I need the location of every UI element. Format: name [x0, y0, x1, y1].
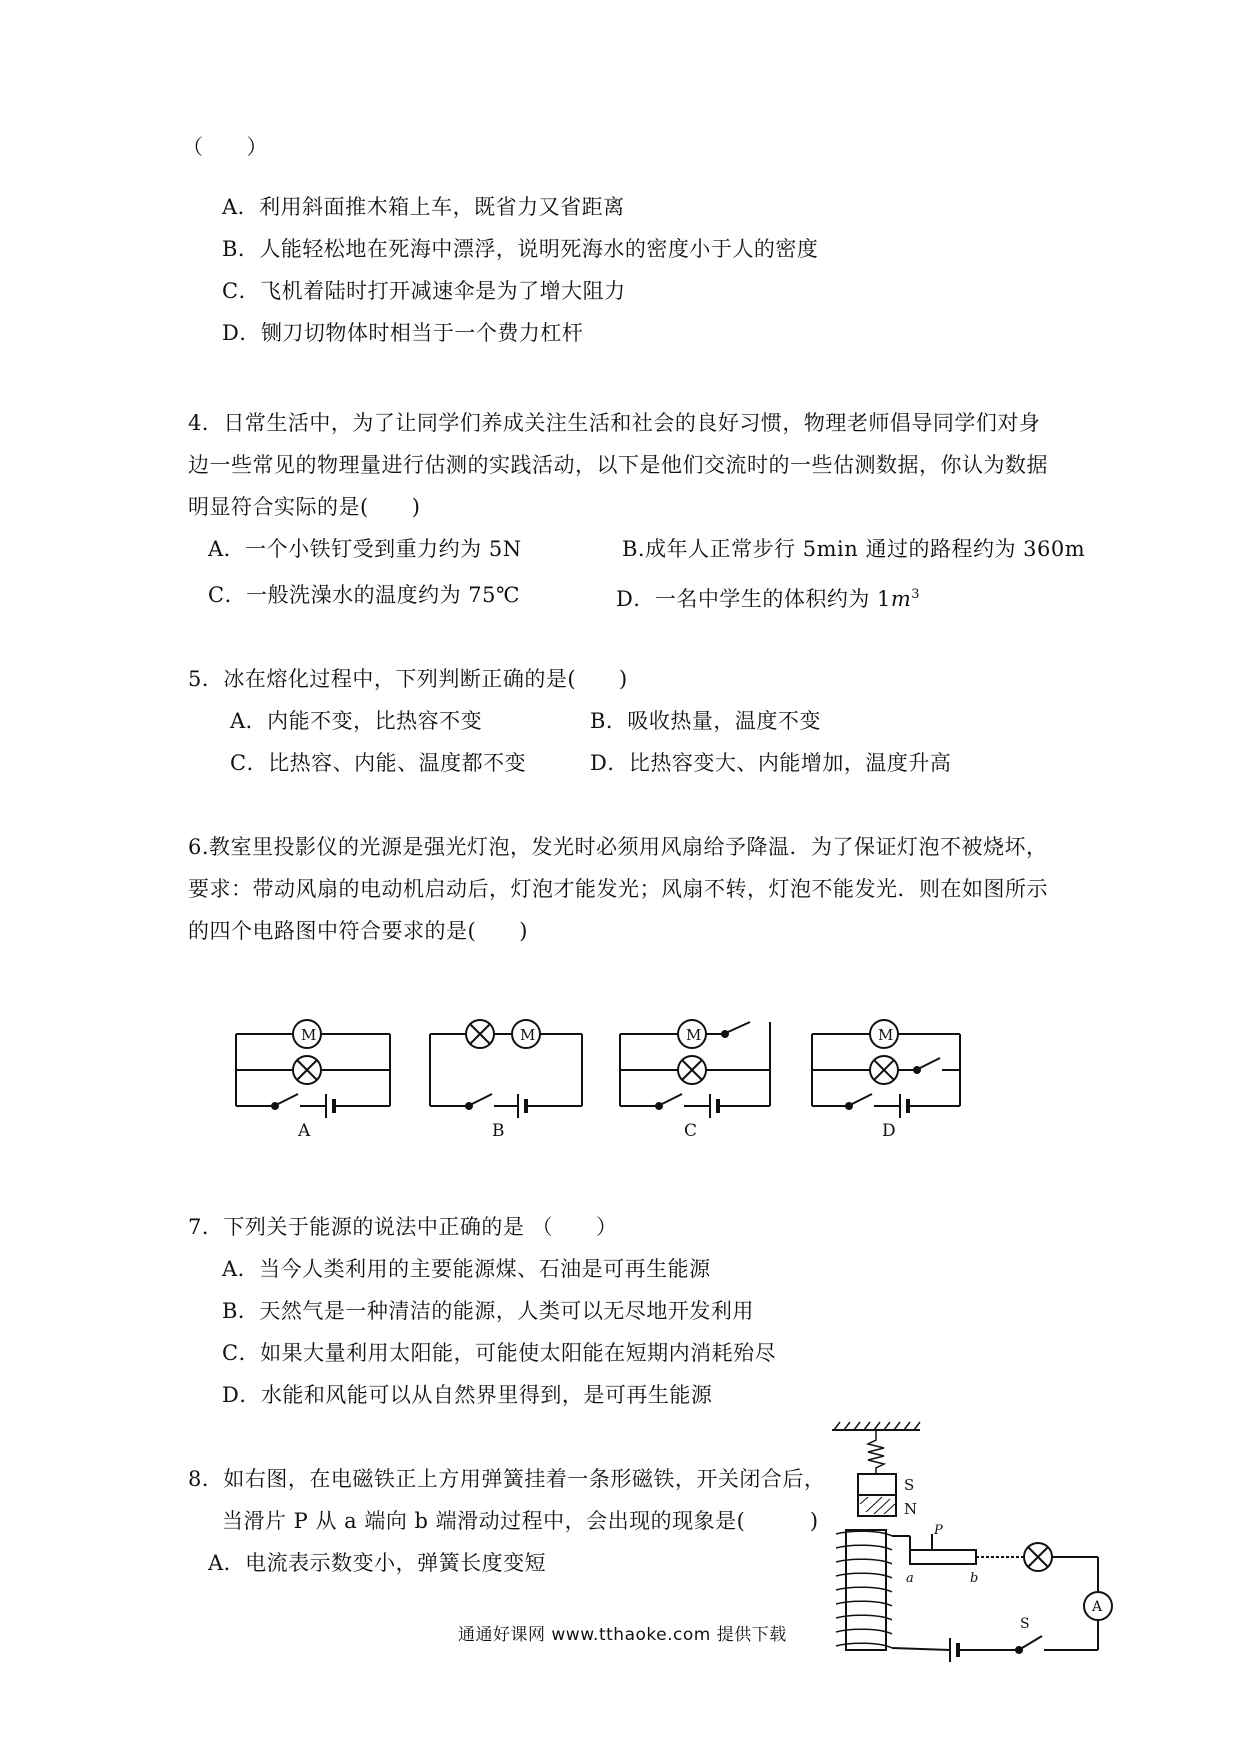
lamp-icon [293, 1056, 321, 1084]
motor-label: M [878, 1026, 894, 1044]
switch-icon [278, 1094, 298, 1104]
q4-option-c: C．一般洗澡水的温度约为 75℃ [208, 583, 520, 607]
ammeter-label: A [1092, 1599, 1103, 1615]
footer-watermark: 通通好课网 www.tthaoke.com 提供下载 [458, 1625, 787, 1645]
q8-option-a: A．电流表示数变小，弹簧长度变短 [208, 1551, 547, 1575]
s-pole-label: S [904, 1476, 915, 1494]
circuit-label-c: C [684, 1121, 698, 1141]
q5-option-c: C．比热容、内能、温度都不变 [230, 751, 527, 775]
slider-p-label: P [934, 1523, 943, 1538]
motor-label: M [301, 1026, 317, 1044]
q3-option-d: D．铡刀切物体时相当于一个费力杠杆 [222, 321, 584, 345]
rheostat-b-label: b [970, 1571, 979, 1586]
q4-stem-line1: 4．日常生活中，为了让同学们养成关注生活和社会的良好习惯，物理老师倡导同学们对身 [188, 411, 1041, 435]
q6-circuit-diagrams [0, 1000, 1240, 1160]
motor-label: M [686, 1026, 702, 1044]
circuit-label-d: D [882, 1121, 896, 1141]
switch-icon [920, 1058, 940, 1068]
lamp-icon [678, 1056, 706, 1084]
q4-option-d-text: D．一名中学生的体积约为 1 [616, 587, 891, 611]
q3-option-a: A．利用斜面推木箱上车，既省力又省距离 [222, 195, 625, 219]
rheostat-a-label: a [906, 1571, 914, 1586]
q6-stem-line2: 要求：带动风扇的电动机启动后，灯泡才能发光；风扇不转，灯泡不能发光．则在如图所示 [188, 877, 1048, 901]
q4-option-d-unit: m [890, 587, 912, 611]
q5-option-d: D．比热容变大、内能增加，温度升高 [590, 751, 952, 775]
ceiling-hatch [834, 1422, 920, 1430]
q7-option-c: C．如果大量利用太阳能，可能使太阳能在短期内消耗殆尽 [222, 1341, 777, 1365]
q6-stem-line1: 6.教室里投影仪的光源是强光灯泡，发光时必须用风扇给予降温．为了保证灯泡不被烧坏， [188, 835, 1048, 859]
circuit-a [236, 1020, 390, 1141]
q4-option-d [616, 582, 920, 612]
q6-stem-line3: 的四个电路图中符合要求的是( ) [188, 919, 528, 943]
lamp-icon [870, 1056, 898, 1084]
q4-option-b: B.成年人正常步行 5min 通过的路程约为 360m [622, 537, 1086, 561]
q3-bracket: （ ） [182, 135, 268, 159]
q4-stem-line2: 边一些常见的物理量进行估测的实践活动，以下是他们交流时的一些估测数据，你认为数据 [188, 453, 1048, 477]
n-pole-label: N [904, 1500, 918, 1518]
switch-icon [472, 1094, 492, 1104]
switch-icon [1022, 1636, 1042, 1648]
switch-icon [852, 1094, 872, 1104]
switch-icon [662, 1094, 682, 1104]
q5-stem: 5．冰在熔化过程中，下列判断正确的是( ) [188, 667, 628, 691]
q4-option-d-exponent: 3 [911, 587, 921, 602]
q7-option-b: B．天然气是一种清洁的能源，人类可以无尽地开发利用 [222, 1299, 754, 1323]
switch-icon [728, 1022, 750, 1032]
electromagnet-coil [836, 1530, 892, 1650]
switch-label: S [1020, 1616, 1030, 1632]
q7-stem: 7．下列关于能源的说法中正确的是 （ ） [188, 1215, 618, 1239]
q8-stem-line1: 8．如右图，在电磁铁正上方用弹簧挂着一条形磁铁，开关闭合后， [188, 1467, 826, 1491]
q4-option-a: A．一个小铁钉受到重力约为 5N [208, 537, 522, 561]
q8-stem-line2: 当滑片 P 从 a 端向 b 端滑动过程中，会出现的现象是( ) [222, 1509, 819, 1533]
q8-electromagnet-figure [820, 1418, 1120, 1678]
q7-option-a: A．当今人类利用的主要能源煤、石油是可再生能源 [222, 1257, 711, 1281]
spring-icon [868, 1430, 884, 1474]
circuit-label-a: A [298, 1121, 311, 1141]
circuit-label-b: B [492, 1121, 505, 1141]
circuit-b [430, 1020, 582, 1141]
q3-option-c: C．飞机着陆时打开减速伞是为了增大阻力 [222, 279, 626, 303]
q5-option-b: B．吸收热量，温度不变 [590, 709, 821, 733]
circuit-d [812, 1020, 960, 1141]
lamp-icon [1024, 1543, 1052, 1571]
motor-label: M [520, 1026, 536, 1044]
bar-magnet [858, 1474, 896, 1516]
q5-option-a: A．内能不变，比热容不变 [230, 709, 483, 733]
circuit-c [620, 1020, 770, 1141]
rheostat [910, 1550, 976, 1564]
q4-stem-line3: 明显符合实际的是( ) [188, 495, 421, 519]
q3-option-b: B．人能轻松地在死海中漂浮，说明死海水的密度小于人的密度 [222, 237, 819, 261]
q7-option-d: D．水能和风能可以从自然界里得到，是可再生能源 [222, 1383, 713, 1407]
lamp-icon [466, 1020, 494, 1048]
